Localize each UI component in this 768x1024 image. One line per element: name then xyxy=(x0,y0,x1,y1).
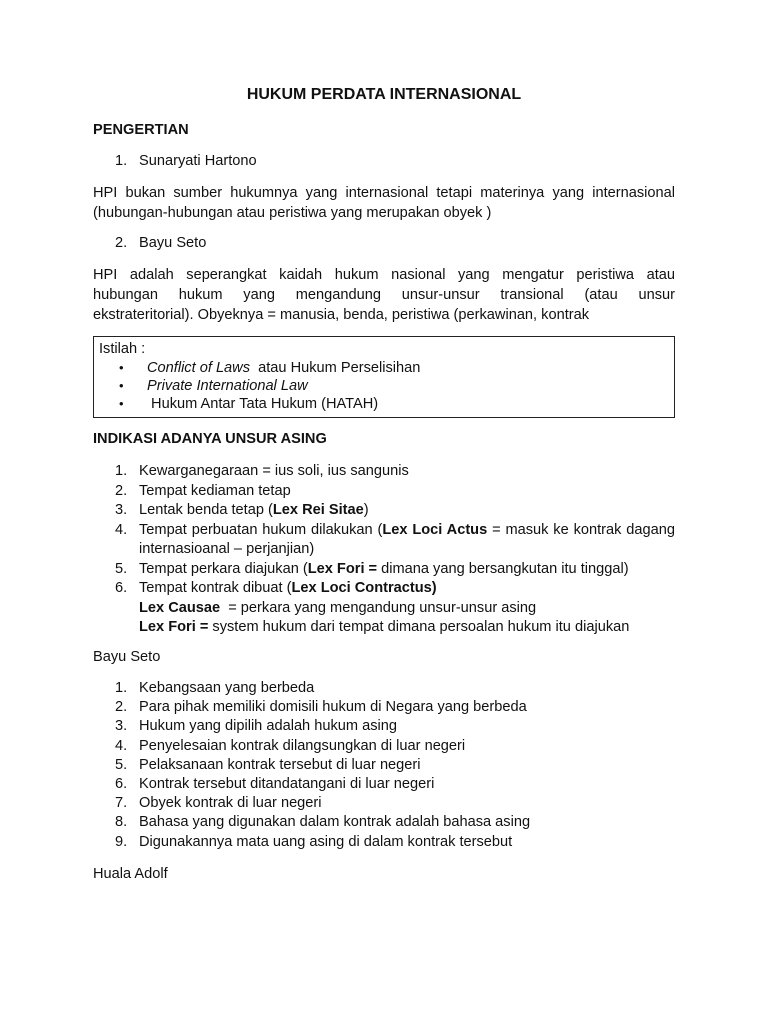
list-number: 4. xyxy=(115,737,128,754)
list-number: 4. xyxy=(115,521,128,538)
text-part: ) xyxy=(363,502,369,518)
list-item-text: Pelaksanaan kontrak tersebut di luar negeri xyxy=(139,756,421,773)
list-item-text: Bahasa yang digunakan dalam kontrak adalah bahasa asing xyxy=(139,814,531,831)
list-item-text xyxy=(139,462,675,482)
list-item-text: Hukum yang dipilih adalah hukum asing xyxy=(139,718,397,735)
bullet-icon: • xyxy=(119,360,124,375)
list-item xyxy=(94,395,420,413)
bold-term: Lex Loci Actus xyxy=(382,521,488,538)
list-number: 3. xyxy=(115,718,128,735)
bullet-icon: • xyxy=(119,378,124,393)
list-number: 1. xyxy=(115,153,128,169)
text-part: dimana yang bersangkutan itu tinggal) xyxy=(377,560,629,577)
list-number: 2. xyxy=(115,699,128,716)
list-item xyxy=(93,698,675,717)
list-number: 2. xyxy=(115,482,128,499)
list-item xyxy=(94,359,420,377)
text-part: system hukum dari tempat dimana persoalan hukum itu diajukan xyxy=(208,619,630,635)
istilah-label: Istilah : xyxy=(99,341,146,357)
istilah-box xyxy=(93,336,675,418)
bold-term: Lex Loci Contractus) xyxy=(291,580,437,596)
term-text: atau Hukum Perselisihan xyxy=(250,360,421,376)
paragraph-text: HPI bukan sumber hukumnya yang internasional tetapi materinya yang internasional (hubungan-hubungan atau peristiwa yang merupakan obyek ) xyxy=(93,185,675,221)
list-item-text xyxy=(139,521,675,560)
list-item-text: Obyek kontrak di luar negeri xyxy=(139,795,322,812)
list-item xyxy=(93,794,675,813)
list-item xyxy=(93,775,675,794)
list-item xyxy=(93,579,675,599)
list-number: 6. xyxy=(115,776,128,793)
text-part: = masuk ke kontrak dagang internasioanal – perjanjian) xyxy=(139,521,675,557)
list-item xyxy=(93,737,675,756)
bold-term: Lex Rei Sitae xyxy=(272,502,364,518)
paragraph-line: hubungan hukum yang mengandung unsur-unsur transional (atau unsur xyxy=(93,287,675,303)
list-number: 6. xyxy=(115,580,128,596)
list-number: 1. xyxy=(115,680,128,696)
lex-causae-line xyxy=(93,599,675,619)
text-part: Kewarganegaraan = ius soli, ius sangunis xyxy=(139,463,409,479)
list-item-text: Sunaryati Hartono xyxy=(139,153,257,169)
list-item xyxy=(93,560,675,580)
bullet-icon: • xyxy=(119,396,124,411)
list-number: 5. xyxy=(115,560,128,577)
list-item xyxy=(93,462,675,482)
list-number: 2. xyxy=(115,235,128,251)
paragraph-line: HPI adalah seperangkat kaidah hukum nasional yang mengatur peristiwa atau xyxy=(93,267,675,283)
list-item-text: Bayu Seto xyxy=(139,235,207,251)
list-item xyxy=(93,813,675,832)
paragraph-definition-2 xyxy=(93,265,675,325)
term-italic: Conflict of Laws xyxy=(147,360,251,376)
list-item-text: Digunakannya mata uang asing di dalam kontrak tersebut xyxy=(139,833,513,850)
list-item xyxy=(93,501,675,521)
list-number: 9. xyxy=(115,833,128,850)
lex-fori-line xyxy=(93,618,675,638)
list-item-text: Kontrak tersebut ditandatangani di luar negeri xyxy=(139,776,435,793)
pengertian-list-2 xyxy=(93,234,675,254)
text-part: Tempat perkara diajukan ( xyxy=(139,560,308,577)
list-item-text: Para pihak memiliki domisili hukum di Negara yang berbeda xyxy=(139,699,527,716)
paragraph-line: ekstrateritorial). Obyeknya = manusia, benda, peristiwa (perkawinan, kontrak xyxy=(93,307,590,323)
list-number: 3. xyxy=(115,502,128,518)
list-item xyxy=(93,756,675,775)
istilah-list xyxy=(94,359,420,413)
text-part: = perkara yang mengandung unsur-unsur asing xyxy=(220,599,537,616)
text-part: Tempat kontrak dibuat ( xyxy=(139,580,292,596)
list-item-text xyxy=(139,501,675,521)
document-title: HUKUM PERDATA INTERNASIONAL xyxy=(246,86,522,103)
list-number: 7. xyxy=(115,795,128,812)
list-item-text: Penyelesaian kontrak dilangsungkan di luar negeri xyxy=(139,737,466,754)
bold-term: Lex Fori = xyxy=(307,560,378,577)
list-item-text xyxy=(139,560,675,580)
list-number: 8. xyxy=(115,814,128,831)
list-item xyxy=(93,152,675,172)
paragraph-definition-1 xyxy=(93,183,675,223)
text-part: Lentak benda tetap ( xyxy=(139,502,273,518)
list-item xyxy=(93,717,675,736)
section-heading-indikasi: INDIKASI ADANYA UNSUR ASING xyxy=(93,431,327,447)
list-item xyxy=(94,377,420,395)
list-item-text: Kebangsaan yang berbeda xyxy=(139,680,315,696)
bold-term: Lex Causae xyxy=(139,599,221,616)
list-item xyxy=(93,833,675,852)
list-item xyxy=(93,234,675,254)
pengertian-list-1 xyxy=(93,152,675,172)
term-text: Hukum Antar Tata Hukum (HATAH) xyxy=(147,396,379,412)
list-item-text xyxy=(139,579,675,599)
indikasi-list xyxy=(93,462,675,638)
document-page xyxy=(93,0,675,1024)
list-item xyxy=(93,521,675,560)
section-heading-pengertian: PENGERTIAN xyxy=(93,122,189,138)
list-item xyxy=(93,679,675,698)
list-item-text xyxy=(139,482,675,502)
section-heading-huala-adolf: Huala Adolf xyxy=(93,866,168,882)
list-item xyxy=(93,482,675,502)
bold-term: Lex Fori = xyxy=(139,619,209,635)
list-number: 1. xyxy=(115,463,128,479)
list-number: 5. xyxy=(115,756,128,773)
term-italic: Private International Law xyxy=(147,378,308,394)
text-part: Tempat kediaman tetap xyxy=(139,482,291,499)
bayu-seto-list xyxy=(93,679,675,852)
section-heading-bayu-seto: Bayu Seto xyxy=(93,649,161,665)
text-part: Tempat perbuatan hukum dilakukan ( xyxy=(139,521,383,538)
